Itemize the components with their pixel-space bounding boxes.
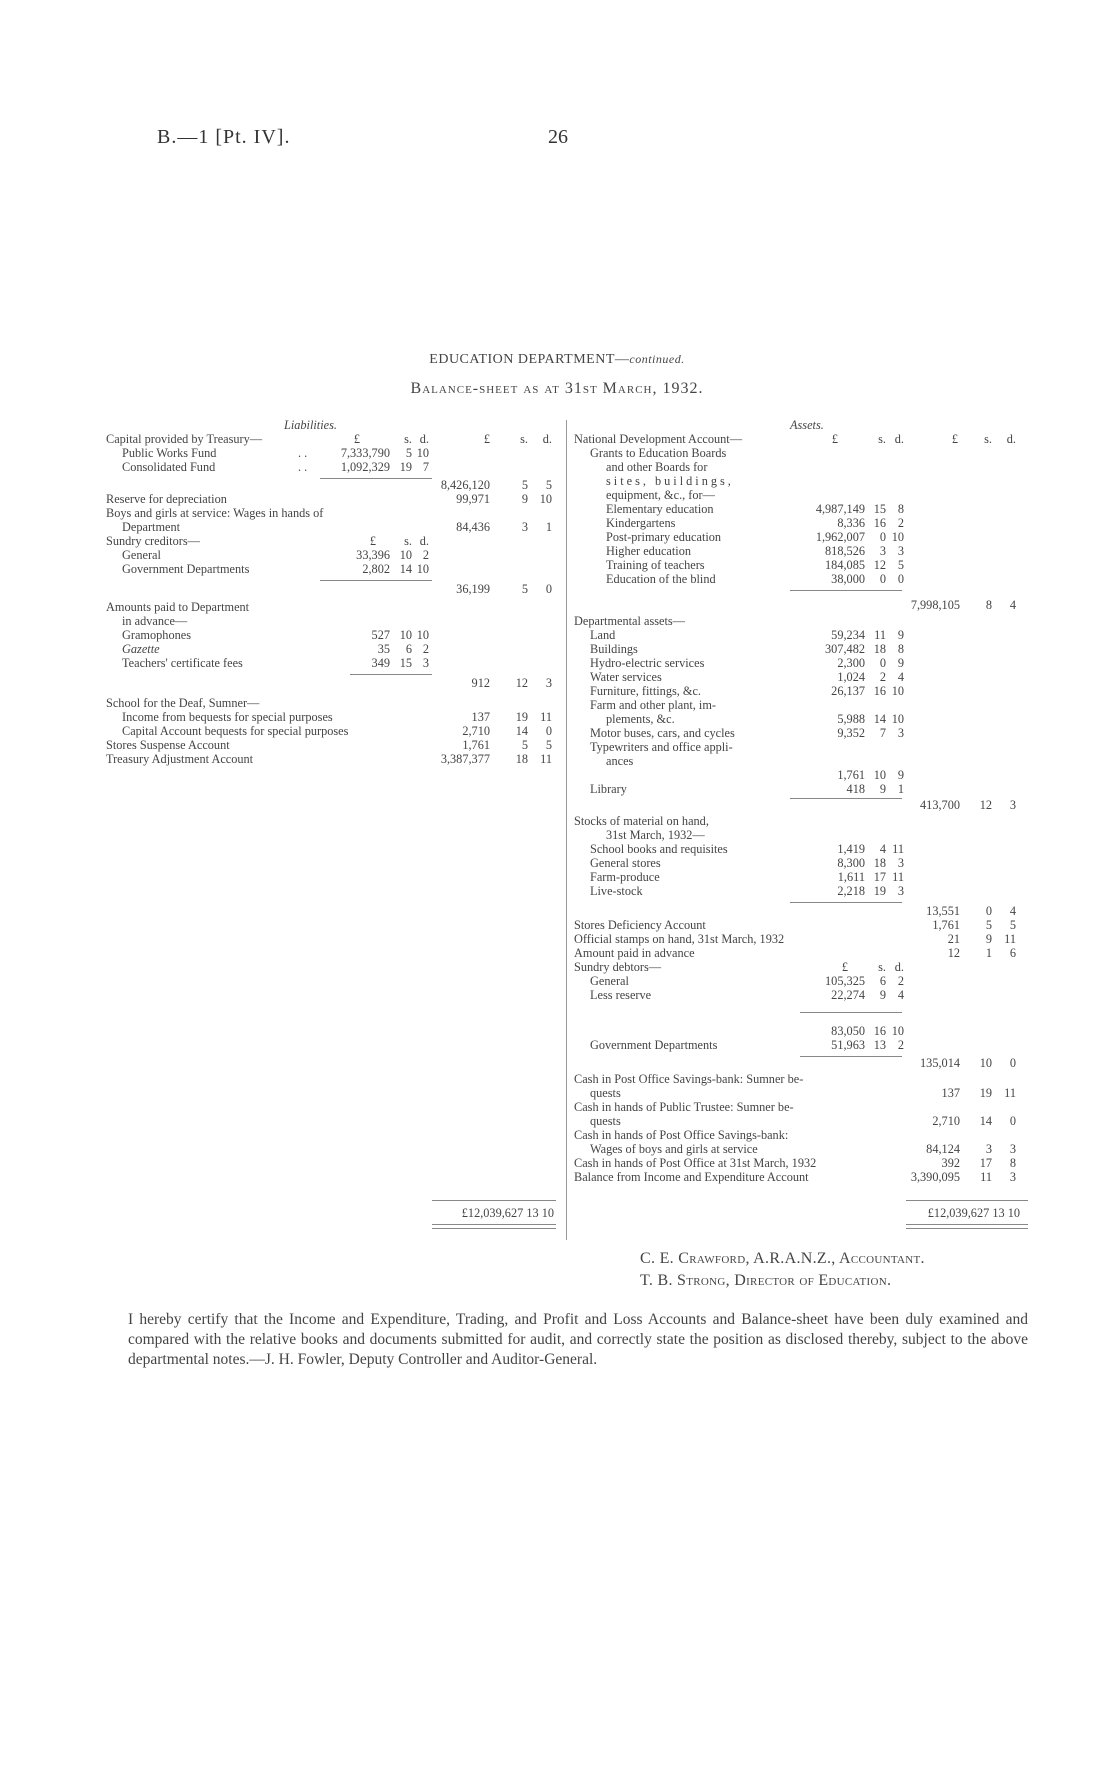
cash-pt-label-1: Cash in hands of Public Trustee: Sumner be- — [574, 1100, 794, 1114]
reserve-pence: 10 — [539, 492, 552, 506]
deaf-income-shillings: 19 — [515, 710, 528, 724]
liab-col-pound: £ — [353, 432, 360, 446]
cf-label: Consolidated Fund — [122, 460, 216, 474]
cash-pt-pounds: 2,710 — [932, 1114, 960, 1128]
school-books-pounds: 1,419 — [837, 842, 865, 856]
debtors-net-pounds: 83,050 — [831, 1024, 865, 1038]
farm-plant-label-1: Farm and other plant, im- — [590, 698, 717, 712]
farm-produce-label: Farm-produce — [590, 870, 660, 884]
column-divider — [566, 420, 567, 1240]
teachers-fees-pounds: 349 — [371, 656, 390, 670]
stores-suspense-pence: 5 — [545, 738, 552, 752]
library-label: Library — [590, 782, 627, 796]
training-label: Training of teachers — [606, 558, 705, 572]
assets-col-d2: d. — [1006, 432, 1016, 446]
kindergartens-pence: 2 — [897, 516, 904, 530]
hydro-pounds: 2,300 — [837, 656, 865, 670]
buildings-shillings: 18 — [873, 642, 886, 656]
buildings-pence: 8 — [897, 642, 904, 656]
boys-label-2: Department — [122, 520, 181, 534]
farm-produce-pence: 11 — [892, 870, 904, 884]
gramophones-label: Gramophones — [122, 628, 191, 642]
stocks-total-pounds: 13,551 — [926, 904, 960, 918]
title-main: EDUCATION DEPARTMENT— — [429, 352, 630, 367]
land-shillings: 11 — [874, 628, 886, 642]
dept-total-pence: 3 — [1009, 798, 1016, 812]
cf-pounds: 1,092,329 — [340, 460, 390, 474]
teachers-fees-label: Teachers' certificate fees — [122, 656, 243, 670]
signature-accountant: C. E. Crawford, A.R.A.N.Z., Accountant. — [640, 1250, 925, 1267]
sundry-govt-label: Government Departments — [122, 562, 250, 576]
land-pounds: 59,234 — [831, 628, 865, 642]
subtotal-rule — [800, 1056, 902, 1057]
cash-wages-pence: 3 — [1009, 1142, 1016, 1156]
blind-label: Education of the blind — [606, 572, 716, 586]
debtors-col-pound: £ — [841, 960, 848, 974]
balance-shillings: 11 — [980, 1170, 992, 1184]
treasury-adj-label: Treasury Adjustment Account — [106, 752, 254, 766]
typewriters-shillings: 10 — [873, 768, 886, 782]
debtors-govt-pence: 2 — [897, 1038, 904, 1052]
amount-advance-shillings: 1 — [985, 946, 992, 960]
higher-pounds: 818,526 — [825, 544, 865, 558]
hydro-label: Hydro-electric services — [590, 656, 705, 670]
leader-dots: . . — [298, 460, 308, 474]
school-books-shillings: 4 — [879, 842, 886, 856]
cash-wages-shillings: 3 — [985, 1142, 992, 1156]
sundry-total-pence: 0 — [545, 582, 552, 596]
pwf-label: Public Works Fund — [122, 446, 217, 460]
advance-total-shillings: 12 — [515, 676, 528, 690]
water-pence: 4 — [897, 670, 904, 684]
elementary-shillings: 15 — [873, 502, 886, 516]
assets-grand-total: £12,039,627 13 10 — [927, 1206, 1020, 1220]
advance-total-pounds: 912 — [471, 676, 490, 690]
deaf-income-pounds: 137 — [471, 710, 490, 724]
pwf-shillings: 5 — [405, 446, 412, 460]
subtotal-rule — [790, 798, 902, 799]
cash-pos-shillings: 19 — [979, 1086, 992, 1100]
cash-wages-label-1: Cash in hands of Post Office Savings-bank: — [574, 1128, 789, 1142]
cash-pt-shillings: 14 — [979, 1114, 992, 1128]
stocks-total-pence: 4 — [1009, 904, 1016, 918]
hydro-shillings: 0 — [879, 656, 886, 670]
subtotal-rule — [320, 478, 432, 479]
debtors-govt-pounds: 51,963 — [831, 1038, 865, 1052]
furniture-shillings: 16 — [873, 684, 886, 698]
teachers-fees-shillings: 15 — [399, 656, 412, 670]
debtors-total-pence: 0 — [1009, 1056, 1016, 1070]
liab-col-pound2: £ — [483, 432, 490, 446]
higher-pence: 3 — [897, 544, 904, 558]
sundry-general-pence: 2 — [422, 548, 429, 562]
live-stock-pounds: 2,218 — [837, 884, 865, 898]
less-reserve-shillings: 9 — [879, 988, 886, 1002]
stores-suspense-label: Stores Suspense Account — [106, 738, 230, 752]
debtors-total-shillings: 10 — [979, 1056, 992, 1070]
stocks-label-1: Stocks of material on hand, — [574, 814, 709, 828]
blind-pounds: 38,000 — [831, 572, 865, 586]
cash-wages-label-2: Wages of boys and girls at service — [590, 1142, 758, 1156]
motor-label: Motor buses, cars, and cycles — [590, 726, 735, 740]
elementary-label: Elementary education — [606, 502, 714, 516]
deaf-label: School for the Deaf, Sumner— — [106, 696, 260, 710]
sundry-general-shillings: 10 — [399, 548, 412, 562]
deaf-capital-pence: 0 — [545, 724, 552, 738]
cash-pos-label-1: Cash in Post Office Savings-bank: Sumner be- — [574, 1072, 804, 1086]
typewriters-label-1: Typewriters and office appli- — [590, 740, 733, 754]
land-pence: 9 — [897, 628, 904, 642]
subtotal-rule — [320, 580, 432, 581]
stores-suspense-pounds: 1,761 — [462, 738, 490, 752]
assets-col-s: s. — [878, 432, 886, 446]
capital-total-pence: 5 — [545, 478, 552, 492]
title-continued: continued. — [629, 352, 685, 366]
assets-col-d: d. — [894, 432, 904, 446]
higher-shillings: 3 — [879, 544, 886, 558]
live-stock-pence: 3 — [897, 884, 904, 898]
furniture-pence: 10 — [891, 684, 904, 698]
sundry-col-d: d. — [419, 534, 429, 548]
farm-produce-pounds: 1,611 — [837, 870, 865, 884]
elementary-pounds: 4,987,149 — [815, 502, 865, 516]
sundry-col-pound: £ — [369, 534, 376, 548]
buildings-label: Buildings — [590, 642, 638, 656]
typewriters-pounds: 1,761 — [837, 768, 865, 782]
boys-pounds: 84,436 — [456, 520, 490, 534]
subtotal-rule — [800, 1012, 902, 1013]
sundry-govt-pounds: 2,802 — [362, 562, 390, 576]
stores-deficiency-pence: 5 — [1009, 918, 1016, 932]
debtors-general-pence: 2 — [897, 974, 904, 988]
library-pence: 1 — [897, 782, 904, 796]
sundry-govt-shillings: 14 — [399, 562, 412, 576]
sundry-govt-pence: 10 — [416, 562, 429, 576]
stamps-pounds: 21 — [947, 932, 960, 946]
balance-sheet-subtitle: Balance-sheet as at 31st March, 1932. — [410, 380, 704, 397]
school-books-pence: 11 — [892, 842, 904, 856]
reserve-pounds: 99,971 — [456, 492, 490, 506]
total-rule — [906, 1200, 1028, 1201]
liabilities-grand-total: £12,039,627 13 10 — [461, 1206, 554, 1220]
cash-po-pence: 8 — [1009, 1156, 1016, 1170]
higher-label: Higher education — [606, 544, 692, 558]
farm-plant-pence: 10 — [891, 712, 904, 726]
debtors-col-d: d. — [894, 960, 904, 974]
general-stores-pence: 3 — [897, 856, 904, 870]
cash-po-label: Cash in hands of Post Office at 31st March, 1932 — [574, 1156, 817, 1170]
stores-deficiency-label: Stores Deficiency Account — [574, 918, 706, 932]
motor-pounds: 9,352 — [837, 726, 865, 740]
ndev-sub-3: sites, buildings, — [606, 474, 734, 488]
double-rule — [906, 1224, 1028, 1229]
cf-shillings: 19 — [399, 460, 412, 474]
liab-col-d2: d. — [542, 432, 552, 446]
furniture-pounds: 26,137 — [831, 684, 865, 698]
cash-pos-label-2: quests — [590, 1086, 621, 1100]
debtors-col-s: s. — [878, 960, 886, 974]
balance-pence: 3 — [1009, 1170, 1016, 1184]
debtors-total-pounds: 135,014 — [920, 1056, 960, 1070]
live-stock-label: Live-stock — [590, 884, 643, 898]
farm-plant-pounds: 5,988 — [837, 712, 865, 726]
water-pounds: 1,024 — [837, 670, 865, 684]
deaf-capital-pounds: 2,710 — [462, 724, 490, 738]
document-title — [0, 352, 1114, 368]
farm-produce-shillings: 17 — [873, 870, 886, 884]
ndev-total-pence: 4 — [1009, 598, 1016, 612]
stocks-label-2: 31st March, 1932— — [606, 828, 705, 842]
page-number: 26 — [548, 126, 568, 148]
reserve-shillings: 9 — [521, 492, 528, 506]
post-primary-pence: 10 — [891, 530, 904, 544]
balance-label: Balance from Income and Expenditure Account — [574, 1170, 809, 1184]
stamps-label: Official stamps on hand, 31st March, 1932 — [574, 932, 785, 946]
assets-col-pound2: £ — [951, 432, 958, 446]
motor-shillings: 7 — [879, 726, 886, 740]
subtotal-rule — [350, 674, 432, 675]
audit-certificate: I hereby certify that the Income and Expenditure, Trading, and Profit and Loss Accounts and Balance-sheet have been duly examined and compared with the relative books and documents submitted for audit, and correctly state the position as disclosed thereby, subject to the above departmental notes.—J. H. Fowler, Deputy Controller and Auditor-General. — [128, 1311, 1028, 1368]
assets-heading: Assets. — [790, 418, 824, 432]
kindergartens-label: Kindergartens — [606, 516, 676, 530]
post-primary-pounds: 1,962,007 — [815, 530, 865, 544]
general-stores-pounds: 8,300 — [837, 856, 865, 870]
gazette-shillings: 6 — [405, 642, 412, 656]
general-stores-shillings: 18 — [873, 856, 886, 870]
total-rule — [432, 1200, 556, 1201]
liab-col-d: d. — [419, 432, 429, 446]
treasury-adj-shillings: 18 — [515, 752, 528, 766]
debtors-general-label: General — [590, 974, 629, 988]
sundry-label: Sundry creditors— — [106, 534, 200, 548]
ndev-total-pounds: 7,998,105 — [910, 598, 960, 612]
cash-po-pounds: 392 — [941, 1156, 960, 1170]
furniture-label: Furniture, fittings, &c. — [590, 684, 702, 698]
sundry-general-label: General — [122, 548, 161, 562]
deaf-capital-shillings: 14 — [515, 724, 528, 738]
double-rule — [432, 1224, 556, 1229]
stores-deficiency-shillings: 5 — [985, 918, 992, 932]
land-label: Land — [590, 628, 616, 642]
liab-col-s: s. — [404, 432, 412, 446]
cash-pt-pence: 0 — [1009, 1114, 1016, 1128]
deaf-income-label: Income from bequests for special purposes — [122, 710, 333, 724]
gramophones-pence: 10 — [416, 628, 429, 642]
capital-total-pounds: 8,426,120 — [440, 478, 490, 492]
ndev-sub-2: and other Boards for — [606, 460, 708, 474]
boys-pence: 1 — [545, 520, 552, 534]
debtors-general-shillings: 6 — [879, 974, 886, 988]
amount-advance-pounds: 12 — [947, 946, 960, 960]
less-reserve-pence: 4 — [897, 988, 904, 1002]
amount-advance-label: Amount paid in advance — [574, 946, 695, 960]
assets-col-pound: £ — [831, 432, 838, 446]
sundry-col-s: s. — [404, 534, 412, 548]
blind-shillings: 0 — [879, 572, 886, 586]
buildings-pounds: 307,482 — [825, 642, 865, 656]
gramophones-shillings: 10 — [399, 628, 412, 642]
sundry-total-pounds: 36,199 — [456, 582, 490, 596]
water-label: Water services — [590, 670, 662, 684]
boys-label-1: Boys and girls at service: Wages in hands of — [106, 506, 324, 520]
gazette-pence: 2 — [422, 642, 429, 656]
liab-col-s2: s. — [520, 432, 528, 446]
document-reference: B.—1 [Pt. IV]. — [157, 126, 291, 148]
hydro-pence: 9 — [897, 656, 904, 670]
post-primary-shillings: 0 — [879, 530, 886, 544]
debtors-net-pence: 10 — [891, 1024, 904, 1038]
debtors-net-shillings: 16 — [873, 1024, 886, 1038]
farm-plant-shillings: 14 — [873, 712, 886, 726]
gazette-label: Gazette — [122, 642, 160, 656]
sundry-total-shillings: 5 — [521, 582, 528, 596]
stocks-total-shillings: 0 — [985, 904, 992, 918]
stamps-shillings: 9 — [985, 932, 992, 946]
stores-suspense-shillings: 5 — [521, 738, 528, 752]
treasury-adj-pounds: 3,387,377 — [440, 752, 490, 766]
kindergartens-pounds: 8,336 — [837, 516, 865, 530]
training-pounds: 184,085 — [825, 558, 865, 572]
teachers-fees-pence: 3 — [422, 656, 429, 670]
debtors-general-pounds: 105,325 — [825, 974, 865, 988]
dept-total-pounds: 413,700 — [920, 798, 960, 812]
capital-total-shillings: 5 — [521, 478, 528, 492]
deaf-capital-label: Capital Account bequests for special purposes — [122, 724, 349, 738]
subtotal-rule — [790, 902, 902, 903]
liabilities-heading: Liabilities. — [284, 418, 337, 432]
elementary-pence: 8 — [897, 502, 904, 516]
reserve-label: Reserve for depreciation — [106, 492, 227, 506]
typewriters-pence: 9 — [897, 768, 904, 782]
ndev-sub-4: equipment, &c., for— — [606, 488, 715, 502]
post-primary-label: Post-primary education — [606, 530, 722, 544]
sundry-general-pounds: 33,396 — [356, 548, 390, 562]
gazette-pounds: 35 — [377, 642, 390, 656]
live-stock-shillings: 19 — [873, 884, 886, 898]
training-pence: 5 — [897, 558, 904, 572]
water-shillings: 2 — [879, 670, 886, 684]
signature-director: T. B. Strong, Director of Education. — [640, 1272, 892, 1289]
kindergartens-shillings: 16 — [873, 516, 886, 530]
farm-plant-label-2: plements, &c. — [606, 712, 675, 726]
stores-deficiency-pounds: 1,761 — [932, 918, 960, 932]
pwf-pounds: 7,333,790 — [340, 446, 390, 460]
typewriters-label-2: ances — [606, 754, 634, 768]
cash-po-shillings: 17 — [979, 1156, 992, 1170]
debtors-govt-shillings: 13 — [873, 1038, 886, 1052]
ndev-total-shillings: 8 — [985, 598, 992, 612]
cash-wages-pounds: 84,124 — [926, 1142, 960, 1156]
motor-pence: 3 — [897, 726, 904, 740]
cash-pt-label-2: quests — [590, 1114, 621, 1128]
less-reserve-pounds: 22,274 — [831, 988, 865, 1002]
advance-total-pence: 3 — [545, 676, 552, 690]
balance-pounds: 3,390,095 — [910, 1170, 960, 1184]
leader-dots: . . — [298, 446, 308, 460]
ndev-sub-1: Grants to Education Boards — [590, 446, 727, 460]
stamps-pence: 11 — [1004, 932, 1016, 946]
general-stores-label: General stores — [590, 856, 661, 870]
ndev-label: National Development Account— — [574, 432, 743, 446]
pwf-pence: 10 — [416, 446, 429, 460]
deaf-income-pence: 11 — [540, 710, 552, 724]
subtotal-rule — [790, 590, 902, 591]
debtors-label: Sundry debtors— — [574, 960, 662, 974]
dept-total-shillings: 12 — [979, 798, 992, 812]
library-shillings: 9 — [879, 782, 886, 796]
school-books-label: School books and requisites — [590, 842, 728, 856]
capital-label: Capital provided by Treasury— — [106, 432, 263, 446]
less-reserve-label: Less reserve — [590, 988, 652, 1002]
amount-advance-pence: 6 — [1009, 946, 1016, 960]
library-pounds: 418 — [846, 782, 865, 796]
dept-assets-label: Departmental assets— — [574, 614, 685, 628]
blind-pence: 0 — [897, 572, 904, 586]
boys-shillings: 3 — [521, 520, 528, 534]
gramophones-pounds: 527 — [371, 628, 390, 642]
cash-pos-pounds: 137 — [941, 1086, 960, 1100]
advance-label-2: in advance— — [122, 614, 188, 628]
cash-pos-pence: 11 — [1004, 1086, 1016, 1100]
training-shillings: 12 — [873, 558, 886, 572]
treasury-adj-pence: 11 — [540, 752, 552, 766]
advance-label-1: Amounts paid to Department — [106, 600, 250, 614]
cf-pence: 7 — [422, 460, 429, 474]
debtors-govt-label: Government Departments — [590, 1038, 718, 1052]
assets-col-s2: s. — [984, 432, 992, 446]
